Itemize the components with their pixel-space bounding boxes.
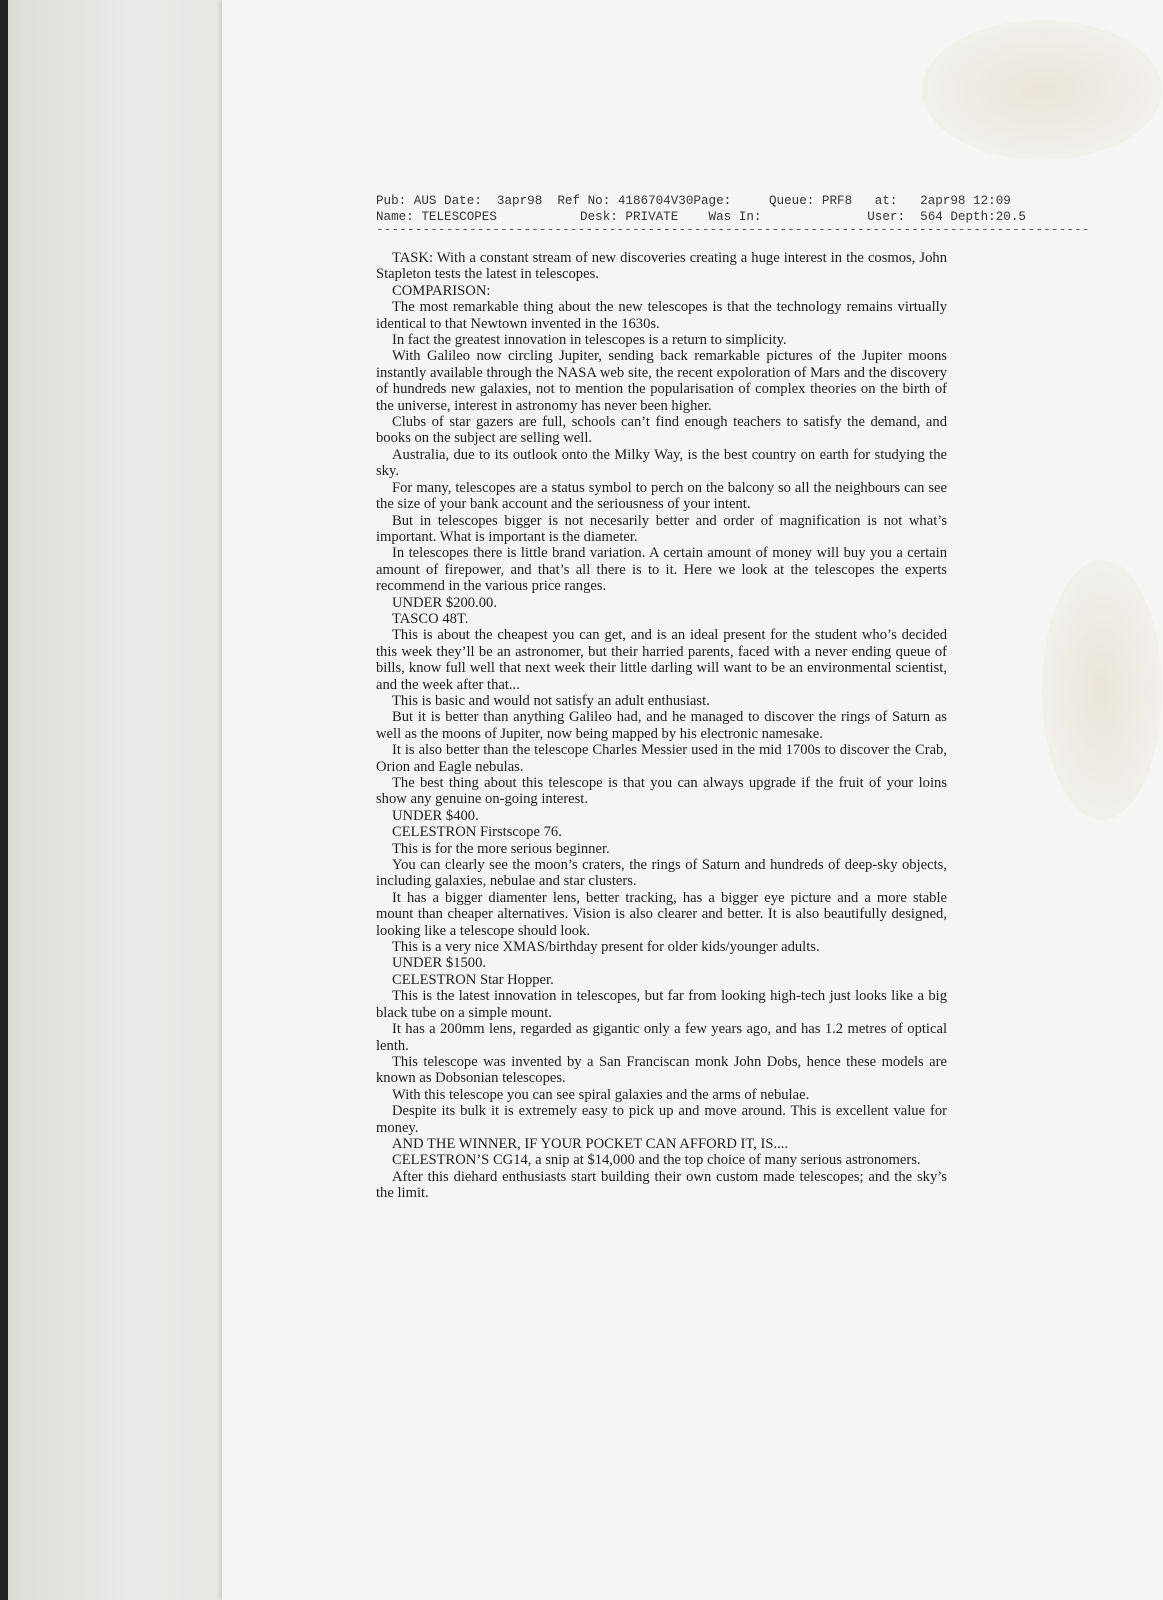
article-paragraph: In telescopes there is little brand variation. A certain amount of money will buy you a certain amount of firepower, and that’s all there is to it. Here we look at the telescopes the experts recommend in the various price ranges. (376, 545, 947, 595)
article-paragraph: It has a bigger diamenter lens, better tracking, has a bigger eye picture and a more stable mount than cheaper alternatives. Vision is also clearer and better. It is also beautifully designed, looking like a telescope should look. (376, 889, 947, 939)
paper-stain (922, 20, 1162, 160)
article-paragraph: This is a very nice XMAS/birthday present for older kids/younger adults. (392, 939, 820, 956)
article-paragraph: But in telescopes bigger is not necesarily better and order of magnification is not what’s important. What is important is the diameter. (376, 512, 947, 545)
article-paragraph: After this diehard enthusiasts start building their own custom made telescopes; and the sky’s the limit. (376, 1168, 947, 1202)
slug-line-1: Pub: AUS Date: 3apr98 Ref No: 4186704V30Page: Queue: PRF8 at: 2apr98 12:09 (376, 194, 1011, 208)
scan-edge (0, 0, 8, 1600)
article-paragraph: But it is better than anything Galileo had, and he managed to discover the rings of Saturn as well as the moons of Jupiter, now being mapped by his electronic namesake. (376, 709, 947, 742)
article-paragraph: This is for the more serious beginner. (392, 840, 610, 857)
article-paragraph: COMPARISON: (392, 282, 491, 299)
article-paragraph: Australia, due to its outlook onto the Milky Way, is the best country on earth for studying the sky. (376, 446, 947, 480)
article-paragraph: UNDER $200.00. (392, 594, 497, 611)
article-paragraph: CELESTRON Star Hopper. (392, 971, 554, 988)
article-body (376, 250, 947, 1202)
article-paragraph: This is basic and would not satisfy an adult enthusiast. (392, 692, 710, 709)
article-paragraph: UNDER $1500. (392, 955, 487, 972)
article-paragraph: Clubs of star gazers are full, schools can’t find enough teachers to satisfy the demand, and books on the subject are selling well. (376, 414, 947, 447)
article-paragraph: CELESTRON’S CG14, a snip at $14,000 and the top choice of many serious astronomers. (392, 1152, 921, 1169)
article-paragraph: CELESTRON Firstscope 76. (392, 824, 562, 841)
article-paragraph: It is also better than the telescope Charles Messier used in the mid 1700s to discover the Crab, Orion and Eagle nebulas. (376, 742, 947, 775)
article-paragraph: AND THE WINNER, IF YOUR POCKET CAN AFFORD IT, IS.... (392, 1135, 789, 1152)
editorial-slug-header (376, 193, 1136, 237)
article-paragraph: TASCO 48T. (392, 610, 469, 627)
slug-line-2: Name: TELESCOPES Desk: PRIVATE Was In: User: 564 Depth:20.5 (376, 210, 1026, 224)
article-paragraph: The most remarkable thing about the new telescopes is that the technology remains virtually identical to that Newtown invented in the 1630s. (376, 299, 947, 332)
article-paragraph: UNDER $400. (392, 807, 479, 824)
article-paragraph: It has a 200mm lens, regarded as gigantic only a few years ago, and has 1.2 metres of optical lenth. (376, 1021, 947, 1054)
article-paragraph: This is about the cheapest you can get, and is an ideal present for the student who’s decided this week they’ll be an astronomer, but their harried parents, faced with a never ending queue of bills, know full well that next week their little darling will want to be an environmental scientist, and the week after that... (376, 627, 947, 693)
page-margin-shadow (8, 0, 226, 1600)
slug-divider-rule: -------------------------------------------------------------------------------------------- (376, 225, 1090, 237)
article-paragraph: This telescope was invented by a San Franciscan monk John Dobs, hence these models are known as Dobsonian telescopes. (376, 1053, 947, 1087)
article-paragraph: This is the latest innovation in telescopes, but far from looking high-tech just looks like a big black tube on a simple mount. (376, 988, 947, 1021)
paper-stain (1042, 560, 1162, 820)
article-paragraph: TASK: With a constant stream of new discoveries creating a huge interest in the cosmos, John Stapleton tests the latest in telescopes. (376, 250, 947, 283)
article-paragraph: The best thing about this telescope is that you can always upgrade if the fruit of your loins show any genuine on-going interest. (376, 775, 947, 808)
article-paragraph: With Galileo now circling Jupiter, sending back remarkable pictures of the Jupiter moons instantly available through the NASA web site, the recent expoloration of Mars and the discovery of hundreds new galaxies, not to mention the popularisation of complex theories on the birth of the universe, interest in astronomy has never been higher. (376, 348, 947, 414)
article-paragraph: For many, telescopes are a status symbol to perch on the balcony so all the neighbours can see the size of your bank account and the seriousness of your intent. (376, 479, 947, 513)
article-paragraph: In fact the greatest innovation in telescopes is a return to simplicity. (392, 332, 787, 349)
article-paragraph: Despite its bulk it is extremely easy to pick up and move around. This is excellent value for money. (376, 1103, 947, 1136)
article-paragraph: With this telescope you can see spiral galaxies and the arms of nebulae. (392, 1086, 810, 1103)
article-paragraph: You can clearly see the moon’s craters, the rings of Saturn and hundreds of deep-sky objects, including galaxies, nebulae and star clusters. (376, 857, 947, 890)
